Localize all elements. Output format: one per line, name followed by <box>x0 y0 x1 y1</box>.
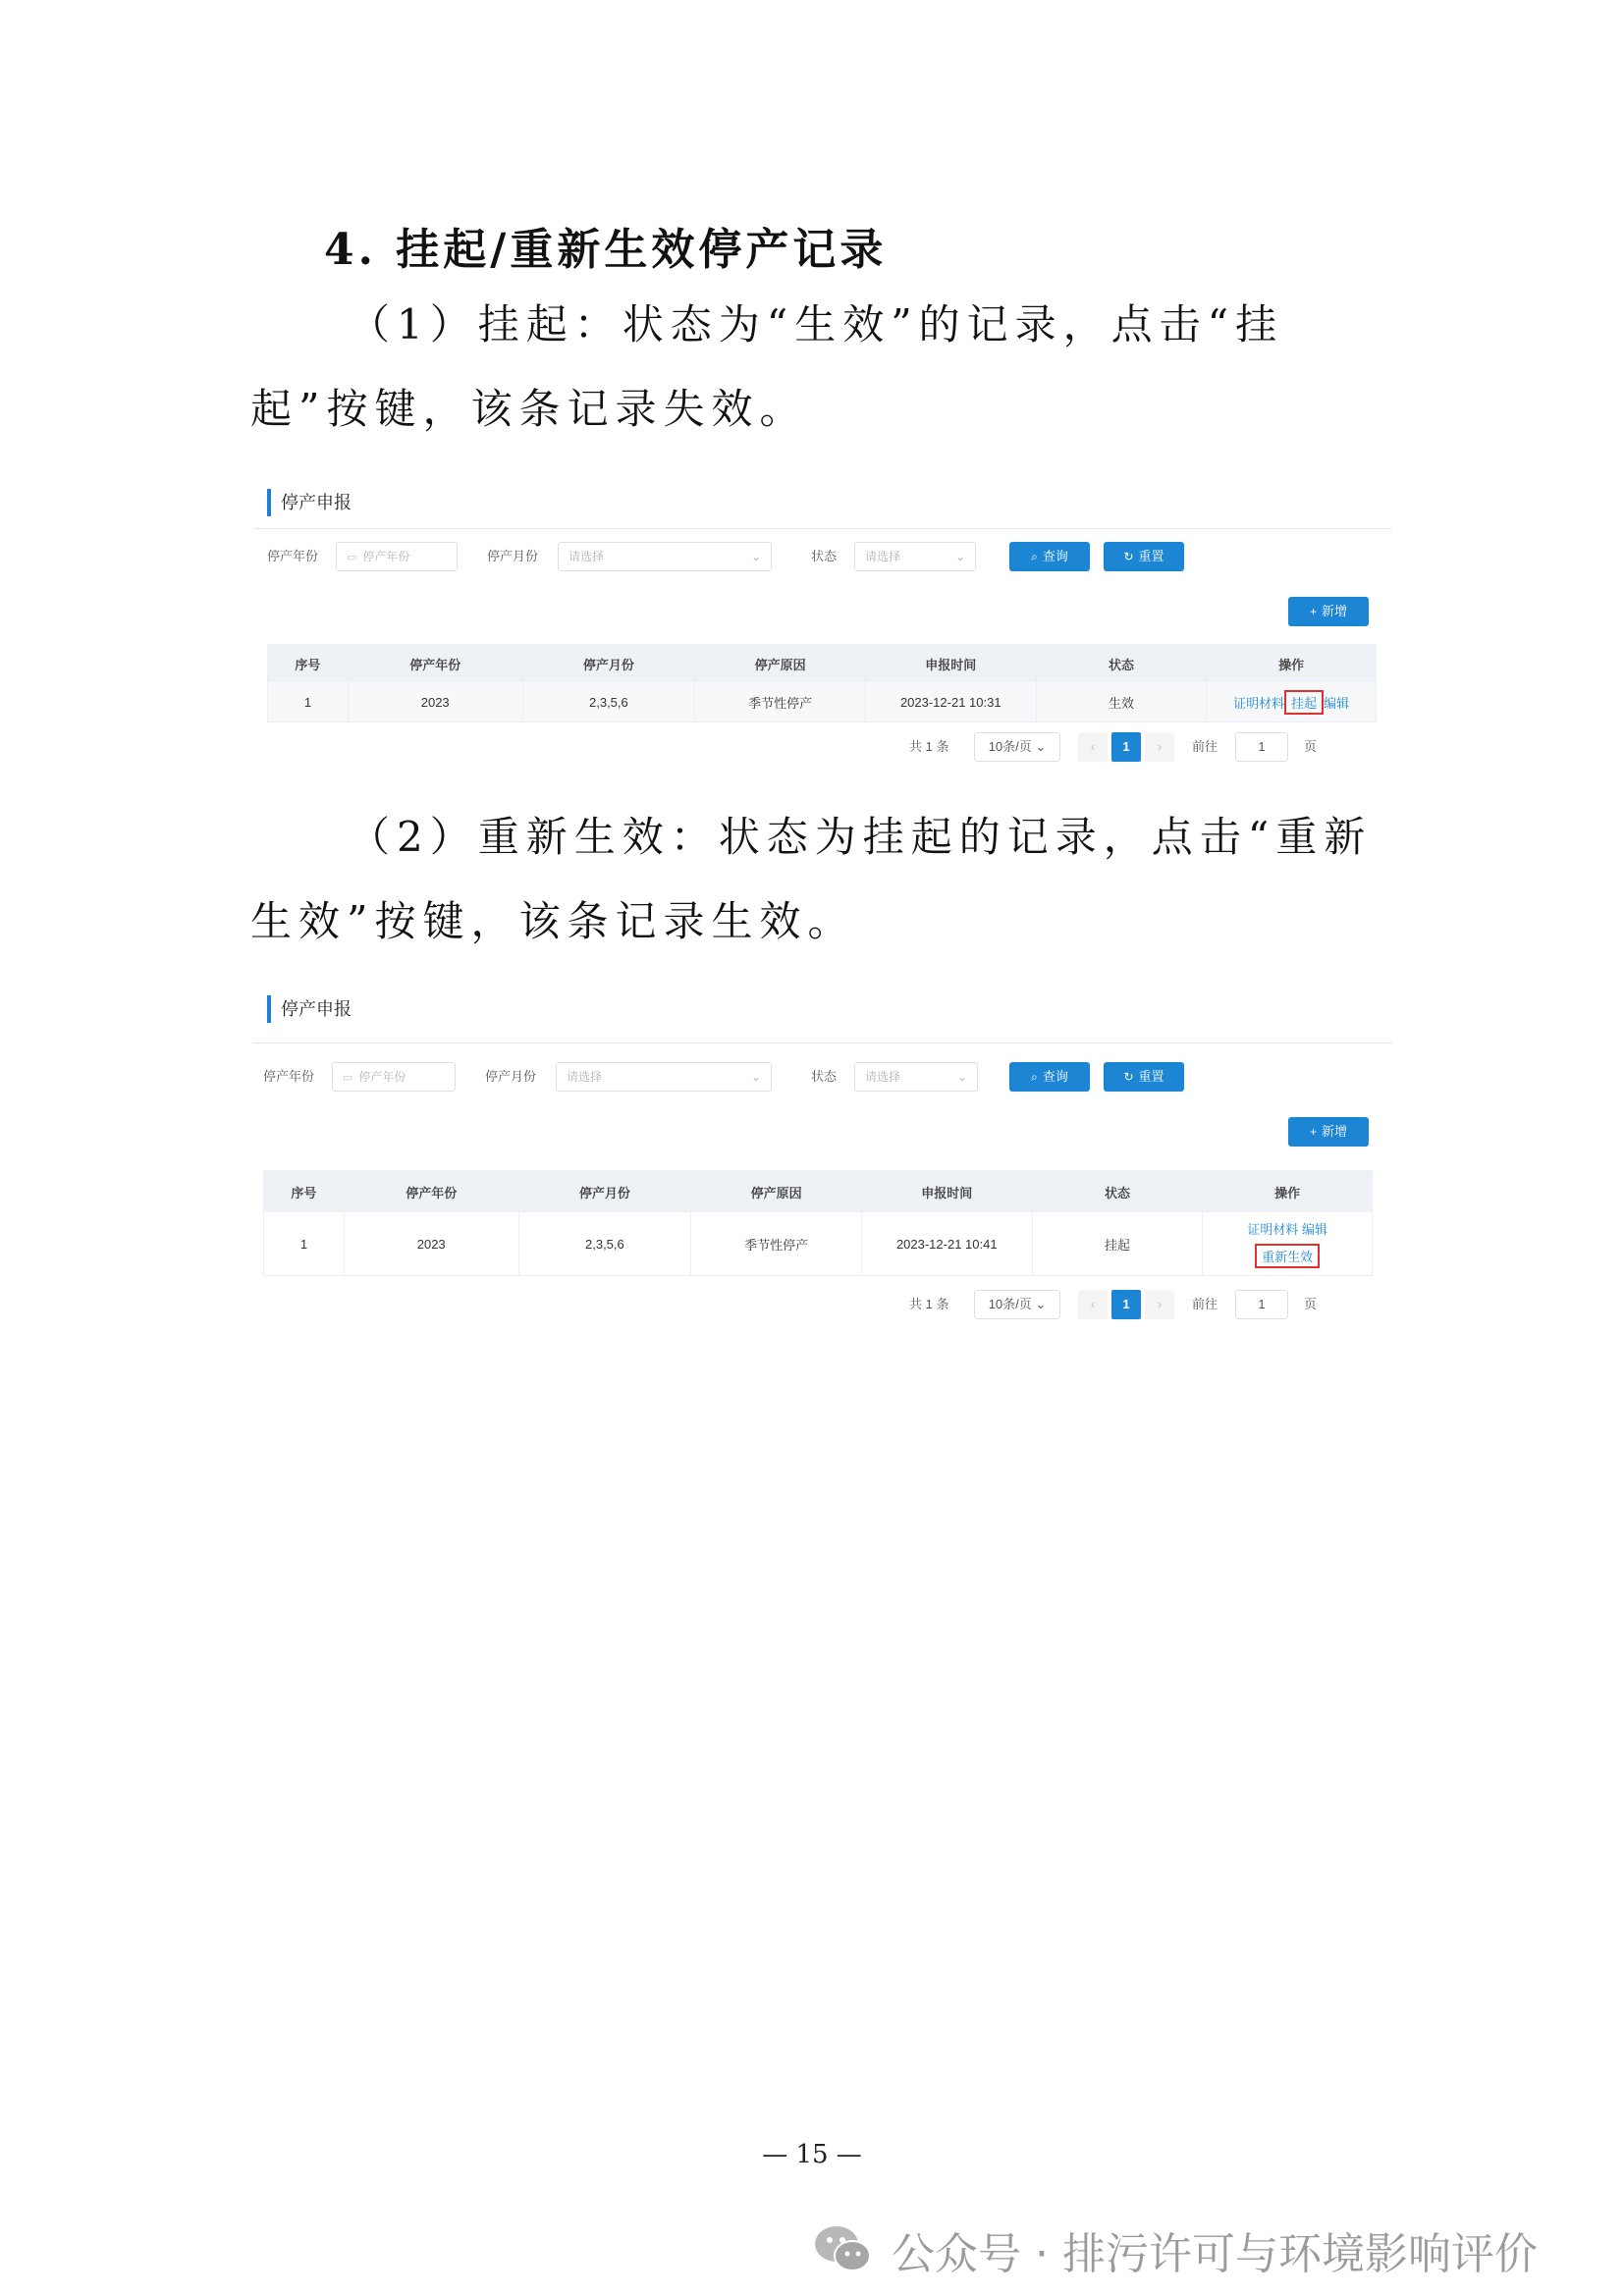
next-page-button[interactable]: › <box>1145 732 1174 762</box>
goto-page-input[interactable]: 1 <box>1235 732 1288 762</box>
cell-status: 挂起 <box>1033 1212 1204 1275</box>
header-months: 停产月份 <box>519 1171 692 1212</box>
reset-button[interactable] <box>1104 1062 1184 1092</box>
month-select[interactable] <box>558 542 772 571</box>
year-label: 停产年份 <box>263 1069 315 1084</box>
query-label: 查询 <box>1042 549 1068 563</box>
cell-time: 2023-12-21 10:41 <box>862 1212 1033 1275</box>
reactivate-link[interactable]: 重新生效 <box>1255 1244 1320 1268</box>
query-label: 查询 <box>1042 1069 1068 1084</box>
cell-reason: 季节性停产 <box>691 1212 862 1275</box>
status-label: 状态 <box>811 1069 838 1084</box>
header-status: 状态 <box>1033 1171 1204 1212</box>
add-label: 新增 <box>1322 1124 1348 1139</box>
proof-link[interactable]: 证明材料 <box>1247 1222 1299 1237</box>
prev-page-button[interactable]: ‹ <box>1078 732 1108 762</box>
month-select[interactable] <box>556 1062 772 1092</box>
goto-page-input[interactable]: 1 <box>1235 1290 1288 1319</box>
proof-link[interactable]: 证明材料 <box>1233 695 1285 711</box>
paragraph-suspend: （1）挂起：状态为“生效”的记录，点击“挂起”按键，该条记录失效。 <box>250 300 1284 433</box>
calendar-icon: ▭ <box>343 1072 353 1084</box>
panel-title: 停产申报 <box>267 489 352 516</box>
wechat-icon <box>813 2224 872 2275</box>
page-size-value: 10条/页 <box>988 739 1032 754</box>
table-row <box>268 682 1376 721</box>
query-button[interactable] <box>1009 1062 1090 1092</box>
goto-label: 前往 <box>1192 1297 1218 1311</box>
refresh-icon: ↻ <box>1123 1070 1134 1084</box>
plus-icon: + <box>1309 1125 1317 1139</box>
page-1-button[interactable]: 1 <box>1111 732 1141 762</box>
cell-year: 2023 <box>349 682 523 721</box>
page-1-button[interactable]: 1 <box>1111 1290 1141 1319</box>
add-button[interactable] <box>1288 1117 1369 1147</box>
year-picker[interactable] <box>336 542 458 571</box>
chevron-down-icon: ⌄ <box>954 550 965 563</box>
cell-index: 1 <box>268 682 349 721</box>
header-index: 序号 <box>264 1171 345 1212</box>
status-placeholder: 请选择 <box>865 1070 901 1084</box>
section-heading: 4. 挂起/重新生效停产记录 <box>324 225 888 275</box>
status-placeholder: 请选择 <box>865 550 901 563</box>
table-row <box>264 1212 1372 1275</box>
chevron-down-icon: ⌄ <box>956 1070 967 1084</box>
year-placeholder: 停产年份 <box>358 1070 406 1084</box>
header-months: 停产月份 <box>523 645 696 682</box>
total-count: 共 1 条 <box>909 1297 949 1311</box>
search-icon: ⌕ <box>1031 550 1038 563</box>
divider <box>253 1042 1392 1043</box>
cell-months: 2,3,5,6 <box>523 682 696 721</box>
cell-actions <box>1203 1212 1372 1275</box>
reset-button[interactable] <box>1104 542 1184 571</box>
pagination <box>253 1290 1392 1321</box>
pagination <box>253 732 1392 764</box>
prev-page-button[interactable]: ‹ <box>1078 1290 1108 1319</box>
status-label: 状态 <box>811 549 838 563</box>
suspend-link[interactable]: 挂起 <box>1284 690 1324 715</box>
header-actions: 操作 <box>1274 1185 1301 1201</box>
reset-label: 重置 <box>1138 1069 1164 1084</box>
query-button[interactable] <box>1009 542 1090 571</box>
cell-year: 2023 <box>345 1212 519 1275</box>
year-label: 停产年份 <box>267 549 319 563</box>
cell-index: 1 <box>264 1212 345 1275</box>
edit-link[interactable]: 编辑 <box>1324 695 1350 711</box>
records-table <box>267 644 1377 722</box>
month-label: 停产月份 <box>485 1069 537 1084</box>
header-year: 停产年份 <box>345 1171 519 1212</box>
header-status: 状态 <box>1037 645 1208 682</box>
year-placeholder: 停产年份 <box>362 550 410 563</box>
header-reason: 停产原因 <box>691 1171 862 1212</box>
cell-actions <box>1207 682 1376 721</box>
page-size-select[interactable]: 10条/页 ⌄ <box>974 732 1060 762</box>
chevron-down-icon: ⌄ <box>750 1070 761 1084</box>
year-picker[interactable] <box>332 1062 456 1092</box>
reset-label: 重置 <box>1138 549 1164 563</box>
cell-status: 生效 <box>1037 682 1208 721</box>
header-actions: 操作 <box>1278 657 1305 672</box>
header-index: 序号 <box>268 645 349 682</box>
page-unit-label: 页 <box>1304 739 1318 754</box>
search-icon: ⌕ <box>1031 1070 1038 1084</box>
header-year: 停产年份 <box>349 645 523 682</box>
month-placeholder: 请选择 <box>568 550 605 563</box>
watermark <box>813 2220 1538 2279</box>
total-count: 共 1 条 <box>909 739 949 754</box>
screenshot-suspend <box>253 481 1392 766</box>
header-time: 申报时间 <box>862 1171 1033 1212</box>
goto-label: 前往 <box>1192 739 1218 754</box>
edit-link[interactable]: 编辑 <box>1301 1222 1327 1237</box>
refresh-icon: ↻ <box>1123 550 1134 563</box>
plus-icon: + <box>1309 605 1317 618</box>
next-page-button[interactable]: › <box>1145 1290 1174 1319</box>
table-header <box>268 645 1376 682</box>
month-label: 停产月份 <box>487 549 539 563</box>
page-unit-label: 页 <box>1304 1297 1318 1311</box>
divider <box>253 528 1392 529</box>
table-header <box>264 1171 1372 1212</box>
page-size-select[interactable]: 10条/页 ⌄ <box>974 1290 1060 1319</box>
paragraph-reactivate: （2）重新生效：状态为挂起的记录，点击“重新生效”按键，该条记录生效。 <box>250 813 1373 945</box>
month-placeholder: 请选择 <box>567 1070 603 1084</box>
status-select[interactable] <box>854 542 976 571</box>
screenshot-reactivate <box>253 991 1392 1325</box>
add-label: 新增 <box>1322 604 1348 618</box>
calendar-icon: ▭ <box>347 552 357 563</box>
cell-months: 2,3,5,6 <box>519 1212 692 1275</box>
page-number: — 15 — <box>762 2140 862 2169</box>
header-reason: 停产原因 <box>695 645 866 682</box>
records-table <box>263 1170 1373 1276</box>
add-button[interactable] <box>1288 597 1369 626</box>
panel-title: 停产申报 <box>267 995 352 1023</box>
cell-time: 2023-12-21 10:31 <box>866 682 1037 721</box>
page-size-value: 10条/页 <box>988 1297 1032 1311</box>
chevron-down-icon: ⌄ <box>750 550 761 563</box>
status-select[interactable] <box>854 1062 978 1092</box>
cell-reason: 季节性停产 <box>695 682 866 721</box>
watermark-text: 公众号 · 排污许可与环境影响评价 <box>892 2229 1538 2279</box>
header-time: 申报时间 <box>866 645 1037 682</box>
